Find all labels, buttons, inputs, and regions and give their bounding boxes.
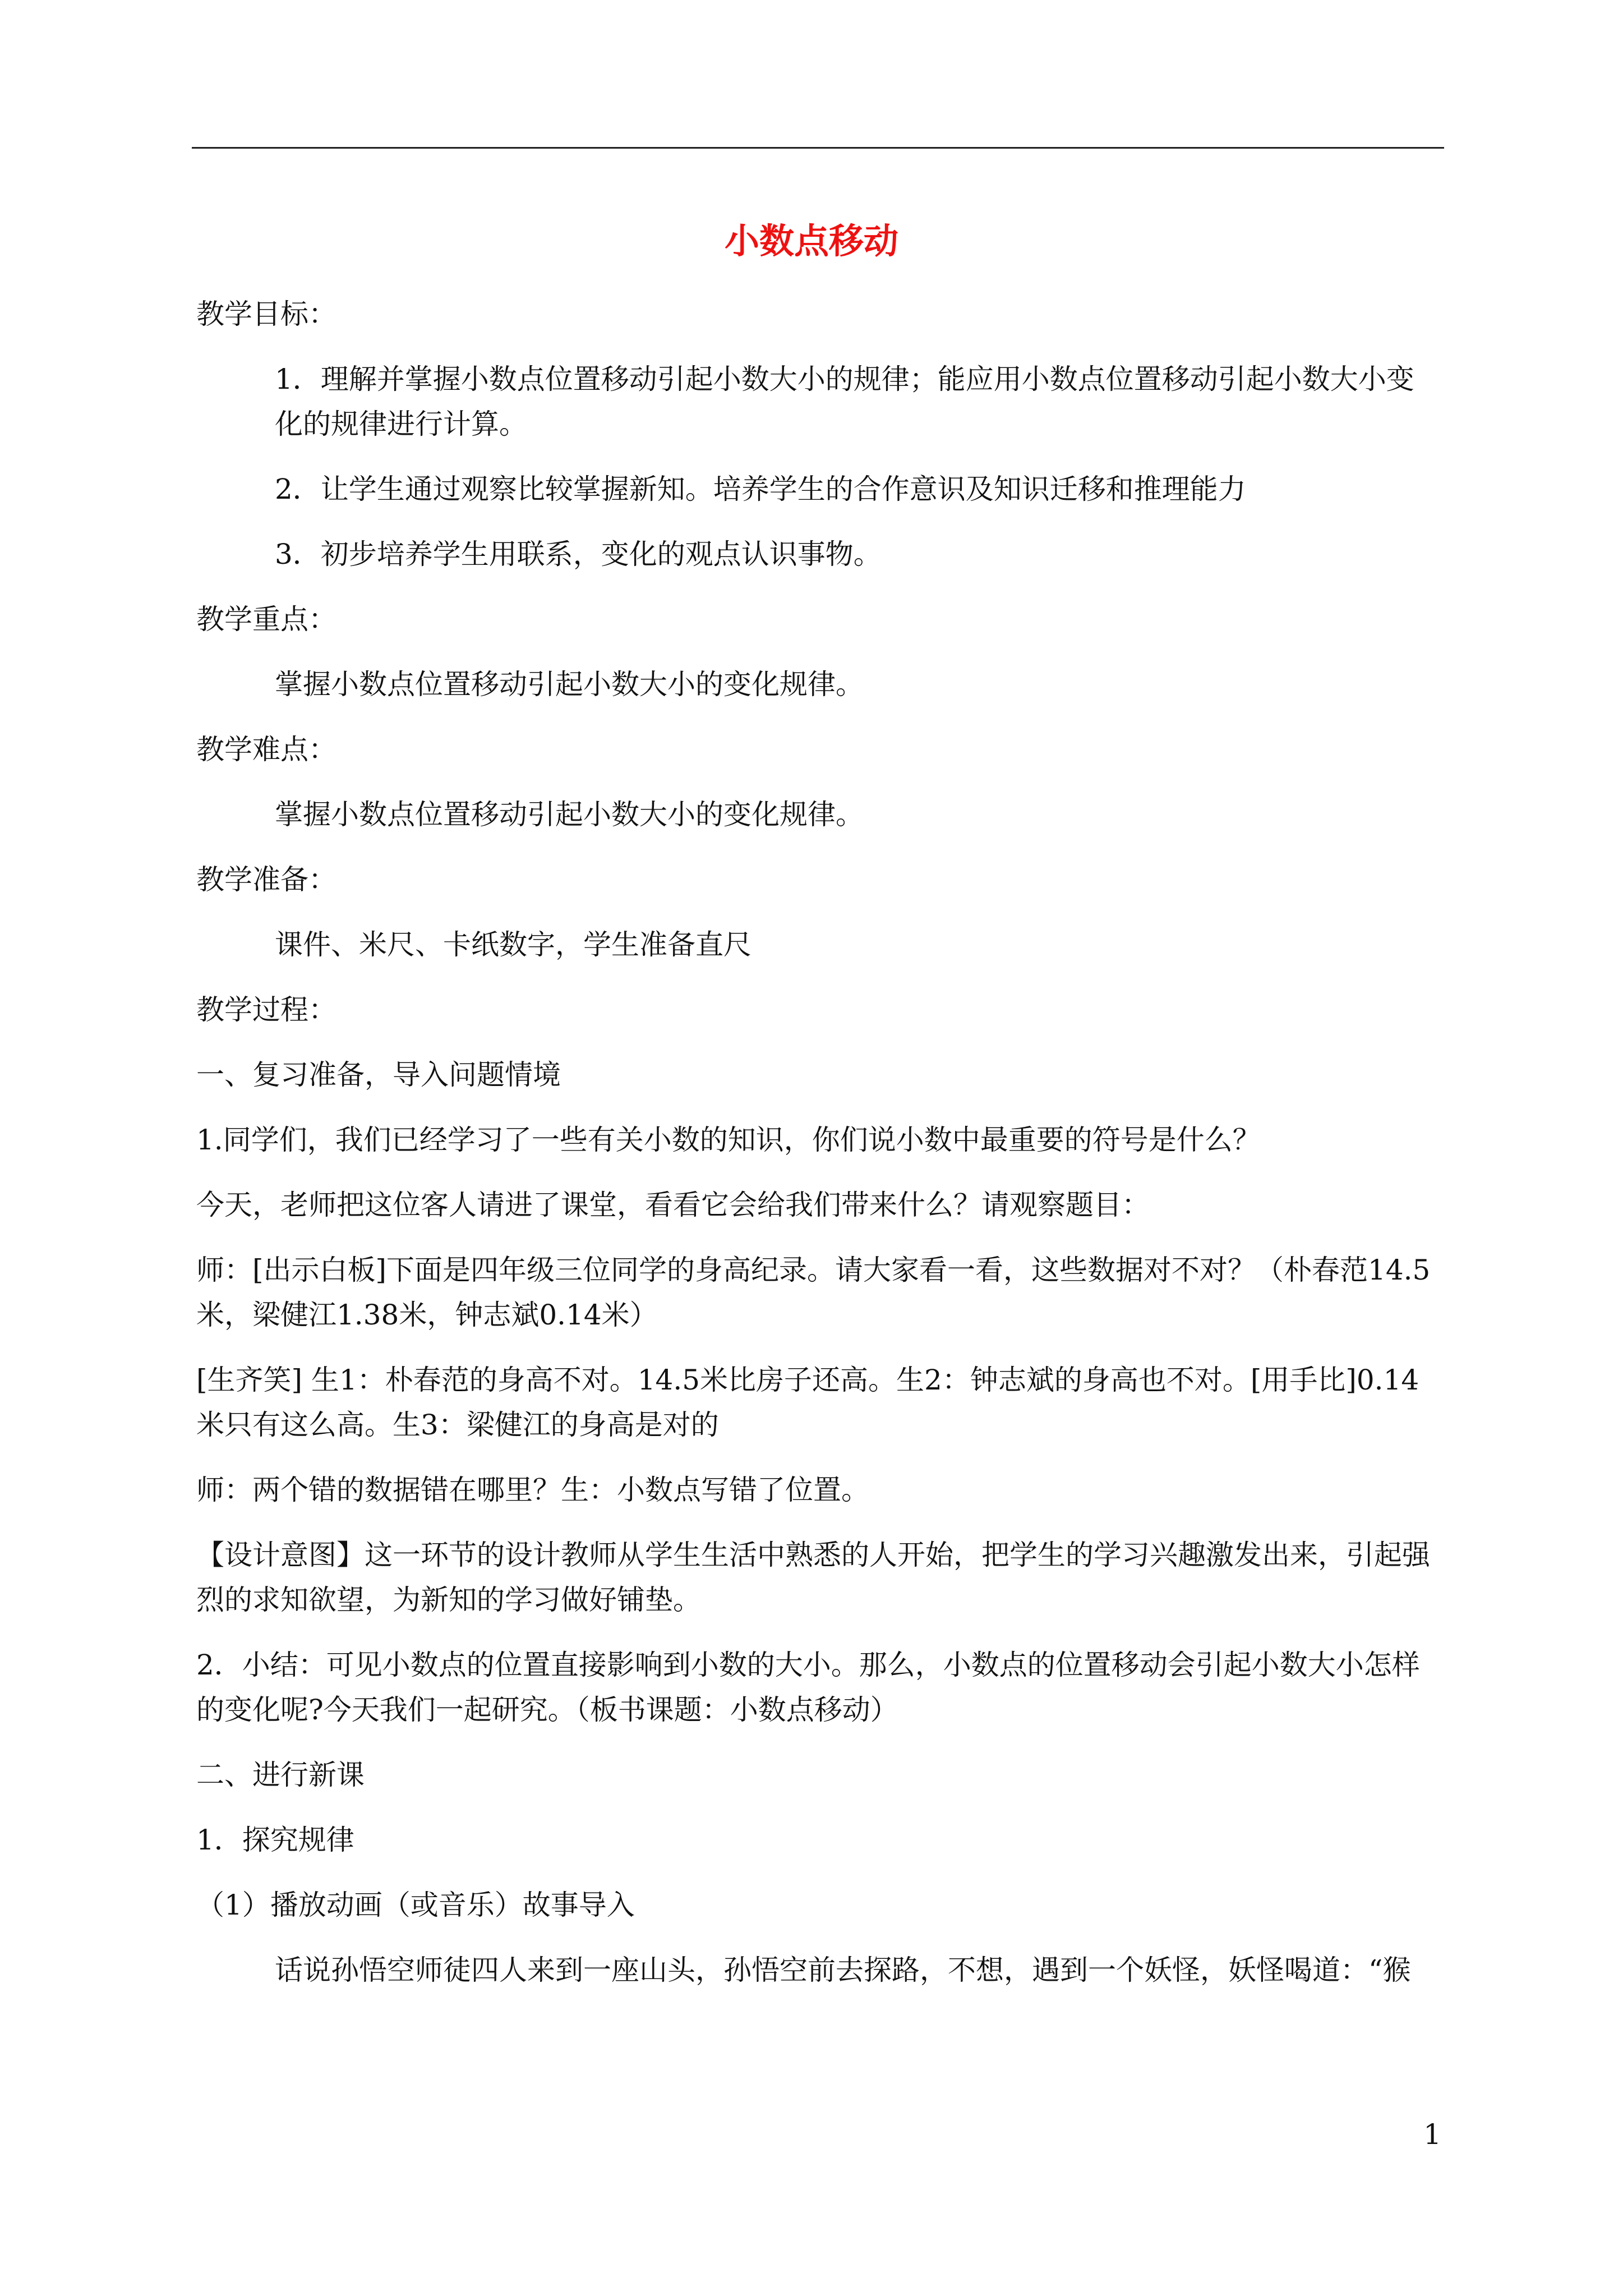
paragraph-question-1: 1.同学们，我们已经学习了一些有关小数的知识，你们说小数中最重要的符号是什么？ <box>196 1124 1261 1156</box>
paragraph-objective-2: 2．让学生通过观察比较掌握新知。培养学生的合作意识及知识迁移和推理能力 <box>275 473 1246 505</box>
paragraph-heading-process: 教学过程： <box>196 993 336 1026</box>
paragraph-summary: 2．小结：可见小数点的位置直接影响到小数的大小。那么，小数点的位置移动会引起小数大小怎样的变化呢?今天我们一起研究。（板书课题：小数点移动） <box>196 1649 1420 1726</box>
paragraph-explore: 1．探究规律 <box>196 1824 354 1856</box>
paragraph-teacher-heights: 师：[出示白板]下面是四年级三位同学的身高纪录。请大家看一看，这些数据对不对？（朴春范14.5米，梁健江1.38米，钟志斌0.14米） <box>196 1254 1431 1331</box>
paragraph-section-1: 一、复习准备，导入问题情境 <box>196 1059 561 1091</box>
paragraph-teacher-errors: 师：两个错的数据错在哪里？生：小数点写错了位置。 <box>196 1474 869 1506</box>
page-number: 1 <box>1423 2118 1441 2151</box>
paragraph-today: 今天，老师把这位客人请进了课堂，看看它会给我们带来什么？请观察题目： <box>196 1189 1150 1221</box>
paragraph-story: 话说孙悟空师徒四人来到一座山头，孙悟空前去探路，不想，遇到一个妖怪，妖怪喝道：“猴 <box>275 1954 1411 1986</box>
paragraph-key-point: 掌握小数点位置移动引起小数大小的变化规律。 <box>275 668 864 701</box>
paragraph-heading-objectives: 教学目标： <box>196 298 336 330</box>
paragraph-objective-1: 1．理解并掌握小数点位置移动引起小数大小的规律；能应用小数点位置移动引起小数大小变化的规律进行计算。 <box>275 363 1414 440</box>
paragraph-story-intro: （1）播放动画（或音乐）故事导入 <box>196 1889 635 1921</box>
paragraph-preparation: 课件、米尺、卡纸数字，学生准备直尺 <box>275 928 751 961</box>
paragraph-heading-difficulty: 教学难点： <box>196 733 336 766</box>
paragraph-objective-3: 3．初步培养学生用联系，变化的观点认识事物。 <box>275 538 882 570</box>
paragraph-students-laugh: [生齐笑] 生1：朴春范的身高不对。14.5米比房子还高。生2：钟志斌的身高也不对。[用手比]0.14米只有这么高。生3：梁健江的身高是对的 <box>196 1364 1419 1441</box>
paragraph-section-2: 二、进行新课 <box>196 1759 365 1791</box>
header-rule <box>192 147 1444 149</box>
document-title: 小数点移动 <box>724 220 898 261</box>
paragraph-heading-key-point: 教学重点： <box>196 603 336 636</box>
paragraph-design-intent: 【设计意图】这一环节的设计教师从学生生活中熟悉的人开始，把学生的学习兴趣激发出来，引起强烈的求知欲望，为新知的学习做好铺垫。 <box>196 1539 1430 1616</box>
paragraph-difficulty: 掌握小数点位置移动引起小数大小的变化规律。 <box>275 798 864 831</box>
document-body <box>196 292 1441 1993</box>
paragraph-heading-preparation: 教学准备： <box>196 863 336 896</box>
